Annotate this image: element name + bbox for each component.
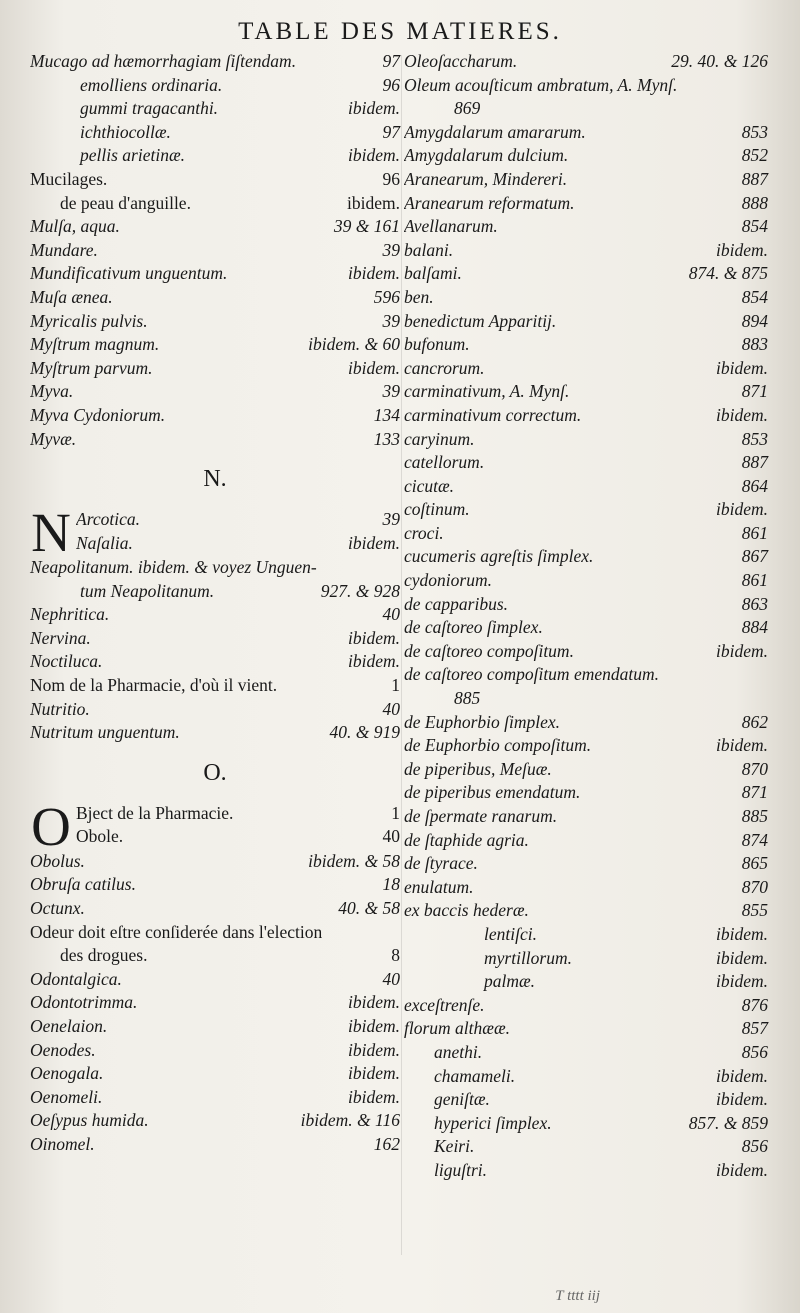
entry-page-ref: 97 bbox=[382, 51, 400, 71]
index-entry bbox=[30, 121, 400, 145]
entry-term: anethi. bbox=[434, 1041, 483, 1062]
entry-term: Obole. bbox=[76, 826, 124, 847]
index-entry bbox=[404, 734, 768, 758]
entry-term: palmæ. bbox=[484, 971, 536, 992]
entry-page-ref: 18 bbox=[382, 874, 400, 895]
entry-term: de piperibus emendatum. bbox=[404, 782, 581, 803]
entry-page-ref: 134 bbox=[373, 404, 400, 425]
index-entry bbox=[404, 239, 768, 263]
entry-term: Mundare. bbox=[30, 239, 98, 260]
index-entry bbox=[30, 721, 400, 745]
entry-term: Myva Cydoniorum. bbox=[30, 404, 166, 425]
entry-term: Arcotica. bbox=[76, 509, 140, 530]
index-entry bbox=[404, 569, 768, 593]
index-entry bbox=[30, 239, 400, 263]
index-entry bbox=[404, 829, 768, 853]
index-entry bbox=[404, 711, 768, 735]
index-entry bbox=[404, 616, 768, 640]
index-entry bbox=[76, 802, 400, 826]
entry-page-ref: 874 bbox=[741, 829, 768, 850]
column-divider bbox=[401, 55, 402, 1255]
entry-term: enulatum. bbox=[404, 876, 474, 897]
entry-term: Aranearum, Mindereri. bbox=[404, 168, 568, 189]
entry-page-ref: 97 bbox=[382, 121, 400, 142]
entry-term: cucumeris agreſtis ſimplex. bbox=[404, 546, 594, 567]
index-entry bbox=[76, 508, 400, 532]
entry-term: pellis arietinæ. bbox=[80, 145, 185, 166]
index-entry bbox=[30, 698, 400, 722]
entry-page-ref: 133 bbox=[373, 428, 400, 449]
entry-page-ref: ibidem. & 58 bbox=[308, 850, 400, 871]
left-entries-o2 bbox=[30, 968, 400, 1157]
entry-page-ref: 96 bbox=[382, 74, 400, 95]
index-entry bbox=[404, 215, 768, 239]
entry-term: Nephritica. bbox=[30, 604, 110, 625]
entry-term: ex baccis hederæ. bbox=[404, 900, 529, 921]
entry-term: Amygdalarum amararum. bbox=[404, 121, 586, 142]
index-entry-oleosaccharum: Oleoſaccharum. 29. 40. & 126 bbox=[404, 51, 768, 71]
entry-term: florum althææ. bbox=[404, 1018, 510, 1039]
index-entry bbox=[30, 215, 400, 239]
index-entry bbox=[404, 1065, 768, 1089]
entry-page-ref: ibidem. & 60 bbox=[308, 334, 400, 355]
entry-term: ichthiocollæ. bbox=[80, 121, 171, 142]
index-entry bbox=[404, 640, 768, 664]
entry-page-ref: ibidem. bbox=[715, 239, 768, 260]
entry-page-ref: ibidem. bbox=[715, 923, 768, 944]
entry-page-ref: 855 bbox=[741, 900, 768, 921]
entry-term: croci. bbox=[404, 522, 444, 543]
index-entry-castoreo-emendatum-page: 885 bbox=[454, 688, 481, 709]
index-entry bbox=[404, 1017, 768, 1041]
entry-page-ref: 887 bbox=[741, 452, 768, 473]
index-entry bbox=[30, 897, 400, 921]
index-entry bbox=[404, 758, 768, 782]
entry-page-ref: 162 bbox=[373, 1133, 400, 1154]
entry-page-ref: 856 bbox=[741, 1041, 768, 1062]
entry-page-ref: 883 bbox=[741, 334, 768, 355]
index-entry-odeur-cont: des drogues. 8 bbox=[60, 945, 400, 966]
entry-term: Muſa ænea. bbox=[30, 286, 113, 307]
index-entry bbox=[404, 1135, 768, 1159]
index-entry bbox=[30, 650, 400, 674]
entry-term: Oeſypus humida. bbox=[30, 1110, 149, 1131]
entry-page-ref: ibidem. bbox=[347, 1063, 400, 1084]
index-entry bbox=[30, 991, 400, 1015]
index-entry bbox=[30, 1133, 400, 1157]
index-entry bbox=[404, 192, 768, 216]
entry-page-ref: 40 bbox=[382, 826, 400, 847]
entry-term: myrtillorum. bbox=[484, 947, 572, 968]
index-entry bbox=[404, 923, 768, 947]
index-entry bbox=[404, 144, 768, 168]
index-entry bbox=[404, 1041, 768, 1065]
entry-page-ref: 96 bbox=[382, 168, 400, 189]
index-entry bbox=[30, 968, 400, 992]
entry-term: carminativum, A. Mynſ. bbox=[404, 381, 570, 402]
index-entry-odeur: Odeur doit eſtre conſiderée dans l'election bbox=[30, 921, 323, 942]
entry-page-ref: ibidem. bbox=[715, 971, 768, 992]
index-entry bbox=[404, 522, 768, 546]
entry-page-ref: ibidem. bbox=[715, 1065, 768, 1086]
entry-term: de ſtaphide agria. bbox=[404, 829, 529, 850]
entry-page-ref: ibidem. bbox=[715, 735, 768, 756]
index-entry bbox=[404, 1088, 768, 1112]
entry-term: Avellanarum. bbox=[404, 216, 498, 237]
entry-term: Nom de la Pharmacie, d'où il vient. bbox=[30, 675, 278, 696]
entry-term: de Euphorbio ſimplex. bbox=[404, 711, 561, 732]
index-entry bbox=[30, 1062, 400, 1086]
index-entry bbox=[30, 873, 400, 897]
entry-term: Obruſa catilus. bbox=[30, 874, 136, 895]
entry-term: Myſtrum parvum. bbox=[30, 357, 153, 378]
index-entry bbox=[30, 1086, 400, 1110]
entry-page-ref: 871 bbox=[741, 381, 768, 402]
entry-term: Keiri. bbox=[434, 1136, 475, 1157]
entry-term: cicutæ. bbox=[404, 475, 455, 496]
printer-signature: T tttt iij bbox=[555, 1288, 600, 1304]
entry-page-ref: 853 bbox=[741, 121, 768, 142]
index-entry bbox=[30, 1039, 400, 1063]
left-entries-m bbox=[30, 50, 400, 451]
entry-page-ref: ibidem. bbox=[347, 1016, 400, 1036]
index-entry bbox=[30, 428, 400, 452]
entry-page-ref: 852 bbox=[741, 145, 768, 166]
entry-term: Amygdalarum dulcium. bbox=[404, 145, 569, 166]
index-entry bbox=[30, 50, 400, 74]
right-entries-oleum-2 bbox=[404, 711, 768, 1183]
index-entry bbox=[30, 1109, 400, 1133]
entry-page-ref: 870 bbox=[741, 758, 768, 779]
n-dropcap-group bbox=[30, 502, 400, 564]
entry-page-ref: ibidem. bbox=[715, 404, 768, 425]
entry-page-ref: 862 bbox=[741, 711, 768, 732]
entry-page-ref: ibidem. bbox=[347, 192, 400, 213]
index-entry bbox=[404, 1159, 768, 1183]
entry-term: catellorum. bbox=[404, 452, 485, 473]
entry-page-ref: ibidem. bbox=[347, 263, 400, 284]
index-entry bbox=[404, 970, 768, 994]
entry-term: ben. bbox=[404, 286, 434, 307]
entry-page-ref: ibidem. bbox=[347, 98, 400, 119]
index-entry bbox=[404, 428, 768, 452]
entry-term: Mulſa, aqua. bbox=[30, 216, 120, 237]
o-dropcap-group bbox=[30, 795, 400, 857]
entry-term: balſami. bbox=[404, 263, 462, 284]
index-entry bbox=[404, 121, 768, 145]
index-entry bbox=[404, 168, 768, 192]
entry-page-ref: 861 bbox=[741, 570, 768, 591]
entry-term: Myva. bbox=[30, 381, 74, 402]
entry-page-ref: 854 bbox=[741, 286, 768, 307]
index-entry bbox=[404, 876, 768, 900]
entry-term: Naſalia. bbox=[76, 532, 133, 553]
entry-term: gummi tragacanthi. bbox=[80, 98, 219, 119]
entry-page-ref: 1 bbox=[391, 802, 400, 823]
entry-page-ref: 39 bbox=[382, 239, 400, 260]
entry-term: cydoniorum. bbox=[404, 570, 492, 591]
entry-term: Mucago ad hæmorrhagiam ſiſtendam. bbox=[30, 51, 297, 71]
entry-page-ref: ibidem. bbox=[347, 992, 400, 1013]
index-entry bbox=[404, 545, 768, 569]
entry-term: de caſtoreo compoſitum. bbox=[404, 640, 574, 661]
left-entries-n bbox=[30, 603, 400, 745]
entry-term: geniſtæ. bbox=[434, 1089, 490, 1110]
index-entry bbox=[404, 593, 768, 617]
entry-term: de peau d'anguille. bbox=[60, 192, 191, 213]
entry-term: Myricalis pulvis. bbox=[30, 310, 148, 331]
index-entry bbox=[30, 97, 400, 121]
entry-page-ref: 867 bbox=[741, 546, 768, 567]
index-entry bbox=[30, 286, 400, 310]
entry-term: caryinum. bbox=[404, 428, 475, 449]
entry-term: de caſtoreo ſimplex. bbox=[404, 617, 543, 638]
entry-term: carminativum correctum. bbox=[404, 404, 582, 425]
section-letter-n: N. bbox=[203, 466, 227, 493]
entry-term: Nervina. bbox=[30, 627, 91, 648]
left-entries-o1 bbox=[30, 850, 400, 921]
entry-page-ref: ibidem. bbox=[347, 532, 400, 553]
index-entry bbox=[30, 168, 400, 192]
entry-page-ref: ibidem. bbox=[347, 1039, 400, 1060]
index-entry bbox=[404, 310, 768, 334]
entry-term: Oenogala. bbox=[30, 1063, 104, 1084]
dropcap-n: N bbox=[31, 502, 71, 564]
entry-term: Noctiluca. bbox=[30, 651, 103, 672]
entry-term: liguſtri. bbox=[434, 1159, 487, 1180]
entry-page-ref: 863 bbox=[741, 593, 768, 614]
entry-term: hyperici ſimplex. bbox=[434, 1112, 552, 1133]
entry-page-ref: 870 bbox=[741, 876, 768, 897]
index-entry-oleum-acousticum-page: 869 bbox=[454, 98, 481, 119]
entry-page-ref: 874. & 875 bbox=[688, 263, 768, 284]
index-entry bbox=[30, 627, 400, 651]
dropcap-o: O bbox=[31, 795, 71, 857]
index-entry bbox=[404, 947, 768, 971]
entry-term: de capparibus. bbox=[404, 593, 509, 614]
index-entry bbox=[404, 498, 768, 522]
entry-page-ref: ibidem. bbox=[715, 1089, 768, 1110]
entry-page-ref: 865 bbox=[741, 853, 768, 874]
entry-page-ref: 887 bbox=[741, 168, 768, 189]
entry-term: Oinomel. bbox=[30, 1133, 95, 1154]
index-entry bbox=[76, 532, 400, 556]
entry-term: Mundificativum unguentum. bbox=[30, 263, 228, 284]
entry-term: Myſtrum magnum. bbox=[30, 334, 160, 355]
entry-page-ref: 40 bbox=[382, 698, 400, 719]
page-header: TABLE DES MATIERES. bbox=[238, 18, 562, 45]
index-entry bbox=[404, 404, 768, 428]
entry-term: emolliens ordinaria. bbox=[80, 74, 223, 95]
entry-page-ref: 894 bbox=[741, 310, 768, 331]
index-entry bbox=[404, 286, 768, 310]
entry-term: Aranearum reformatum. bbox=[404, 192, 575, 213]
entry-term: Nutritum unguentum. bbox=[30, 722, 180, 743]
entry-term: Odontotrimma. bbox=[30, 992, 138, 1013]
entry-page-ref: ibidem. bbox=[715, 947, 768, 968]
entry-term: de ſpermate ranarum. bbox=[404, 806, 558, 826]
index-entry bbox=[30, 144, 400, 168]
entry-page-ref: 854 bbox=[741, 216, 768, 237]
entry-page-ref: ibidem. bbox=[715, 499, 768, 520]
right-entries-oleum-1 bbox=[404, 121, 768, 664]
index-entry bbox=[30, 380, 400, 404]
entry-term: Oenodes. bbox=[30, 1039, 96, 1060]
entry-term: Odontalgica. bbox=[30, 968, 122, 989]
entry-term: Myvæ. bbox=[30, 428, 77, 449]
entry-term: Octunx. bbox=[30, 898, 85, 919]
entry-page-ref: 40. & 919 bbox=[329, 722, 400, 743]
n-dropcap-lines bbox=[30, 502, 400, 564]
index-entry-neapolitanum-cont: tum Neapolitanum. 927. & 928 bbox=[80, 580, 400, 601]
index-entry bbox=[30, 404, 400, 428]
index-entry-castoreo-emendatum: de caſtoreo compoſitum emendatum. bbox=[404, 664, 659, 685]
entry-page-ref: ibidem. bbox=[347, 651, 400, 672]
index-entry bbox=[404, 262, 768, 286]
entry-term: coſtinum. bbox=[404, 499, 470, 520]
entry-page-ref: ibidem. & 116 bbox=[300, 1110, 400, 1131]
entry-page-ref: 857. & 859 bbox=[688, 1112, 768, 1133]
entry-term: lentiſci. bbox=[484, 923, 537, 944]
entry-page-ref: ibidem. bbox=[347, 627, 400, 648]
entry-page-ref: 39 bbox=[382, 310, 400, 331]
entry-page-ref: ibidem. bbox=[347, 357, 400, 378]
index-entry bbox=[404, 1112, 768, 1136]
entry-page-ref: 885 bbox=[741, 806, 768, 826]
entry-page-ref: 40 bbox=[382, 968, 400, 989]
entry-page-ref: ibidem. bbox=[347, 145, 400, 166]
index-entry bbox=[404, 805, 768, 829]
entry-term: Obolus. bbox=[30, 850, 85, 871]
entry-page-ref: 40. & 58 bbox=[338, 898, 400, 919]
index-entry bbox=[30, 262, 400, 286]
entry-page-ref: 856 bbox=[741, 1136, 768, 1157]
entry-page-ref: 884 bbox=[741, 617, 768, 638]
entry-term: de piperibus, Meſuæ. bbox=[404, 758, 552, 779]
right-column bbox=[404, 50, 768, 1183]
index-entry bbox=[404, 451, 768, 475]
index-entry bbox=[404, 333, 768, 357]
entry-page-ref: 864 bbox=[741, 475, 768, 496]
entry-page-ref: ibidem. bbox=[715, 357, 768, 378]
index-entry bbox=[404, 994, 768, 1018]
entry-page-ref: ibidem. bbox=[347, 1086, 400, 1107]
index-entry bbox=[30, 192, 400, 216]
entry-term: de Euphorbio compoſitum. bbox=[404, 735, 592, 756]
index-entry-neapolitanum: Neapolitanum. ibidem. & voyez Unguen- bbox=[30, 557, 317, 578]
index-entry bbox=[30, 310, 400, 334]
index-entry bbox=[30, 74, 400, 98]
entry-page-ref: 596 bbox=[373, 286, 400, 307]
entry-page-ref: 1 bbox=[391, 675, 400, 696]
entry-term: exceſtrenſe. bbox=[404, 994, 485, 1015]
index-entry bbox=[404, 357, 768, 381]
entry-page-ref: 39 bbox=[382, 509, 400, 530]
entry-page-ref: 871 bbox=[741, 782, 768, 803]
index-entry bbox=[404, 380, 768, 404]
index-entry bbox=[404, 852, 768, 876]
index-entry bbox=[30, 674, 400, 698]
index-entry bbox=[30, 850, 400, 874]
entry-term: Oenomeli. bbox=[30, 1086, 103, 1107]
entry-term: Bject de la Pharmacie. bbox=[76, 802, 234, 823]
entry-term: Oenelaion. bbox=[30, 1016, 108, 1036]
entry-page-ref: 853 bbox=[741, 428, 768, 449]
index-entry bbox=[404, 781, 768, 805]
entry-page-ref: 888 bbox=[741, 192, 768, 213]
index-entry bbox=[76, 825, 400, 849]
entry-page-ref: 39 bbox=[382, 381, 400, 402]
entry-page-ref: 857 bbox=[741, 1018, 768, 1039]
entry-term: balani. bbox=[404, 239, 454, 260]
index-entry bbox=[30, 333, 400, 357]
entry-term: Mucilages. bbox=[30, 168, 108, 189]
entry-term: bufonum. bbox=[404, 334, 470, 355]
entry-page-ref: 39 & 161 bbox=[333, 216, 400, 237]
index-entry bbox=[404, 475, 768, 499]
section-letter-o: O. bbox=[203, 759, 227, 786]
o-dropcap-lines bbox=[30, 795, 400, 857]
entry-page-ref: 876 bbox=[741, 994, 768, 1015]
entry-page-ref: ibidem. bbox=[715, 640, 768, 661]
entry-page-ref: ibidem. bbox=[715, 1159, 768, 1180]
index-entry bbox=[30, 1015, 400, 1039]
entry-page-ref: 861 bbox=[741, 522, 768, 543]
index-entry bbox=[30, 603, 400, 627]
entry-term: Nutritio. bbox=[30, 698, 90, 719]
entry-term: benedictum Apparitij. bbox=[404, 310, 557, 331]
left-column bbox=[30, 50, 400, 1157]
entry-term: chamameli. bbox=[434, 1065, 516, 1086]
entry-page-ref: 40 bbox=[382, 604, 400, 625]
index-entry bbox=[404, 899, 768, 923]
index-entry bbox=[30, 357, 400, 381]
index-entry-oleum-acousticum: Oleum acouſticum ambratum, A. Mynſ. bbox=[404, 74, 678, 95]
entry-term: de ſtyrace. bbox=[404, 853, 478, 874]
entry-term: cancrorum. bbox=[404, 357, 485, 378]
